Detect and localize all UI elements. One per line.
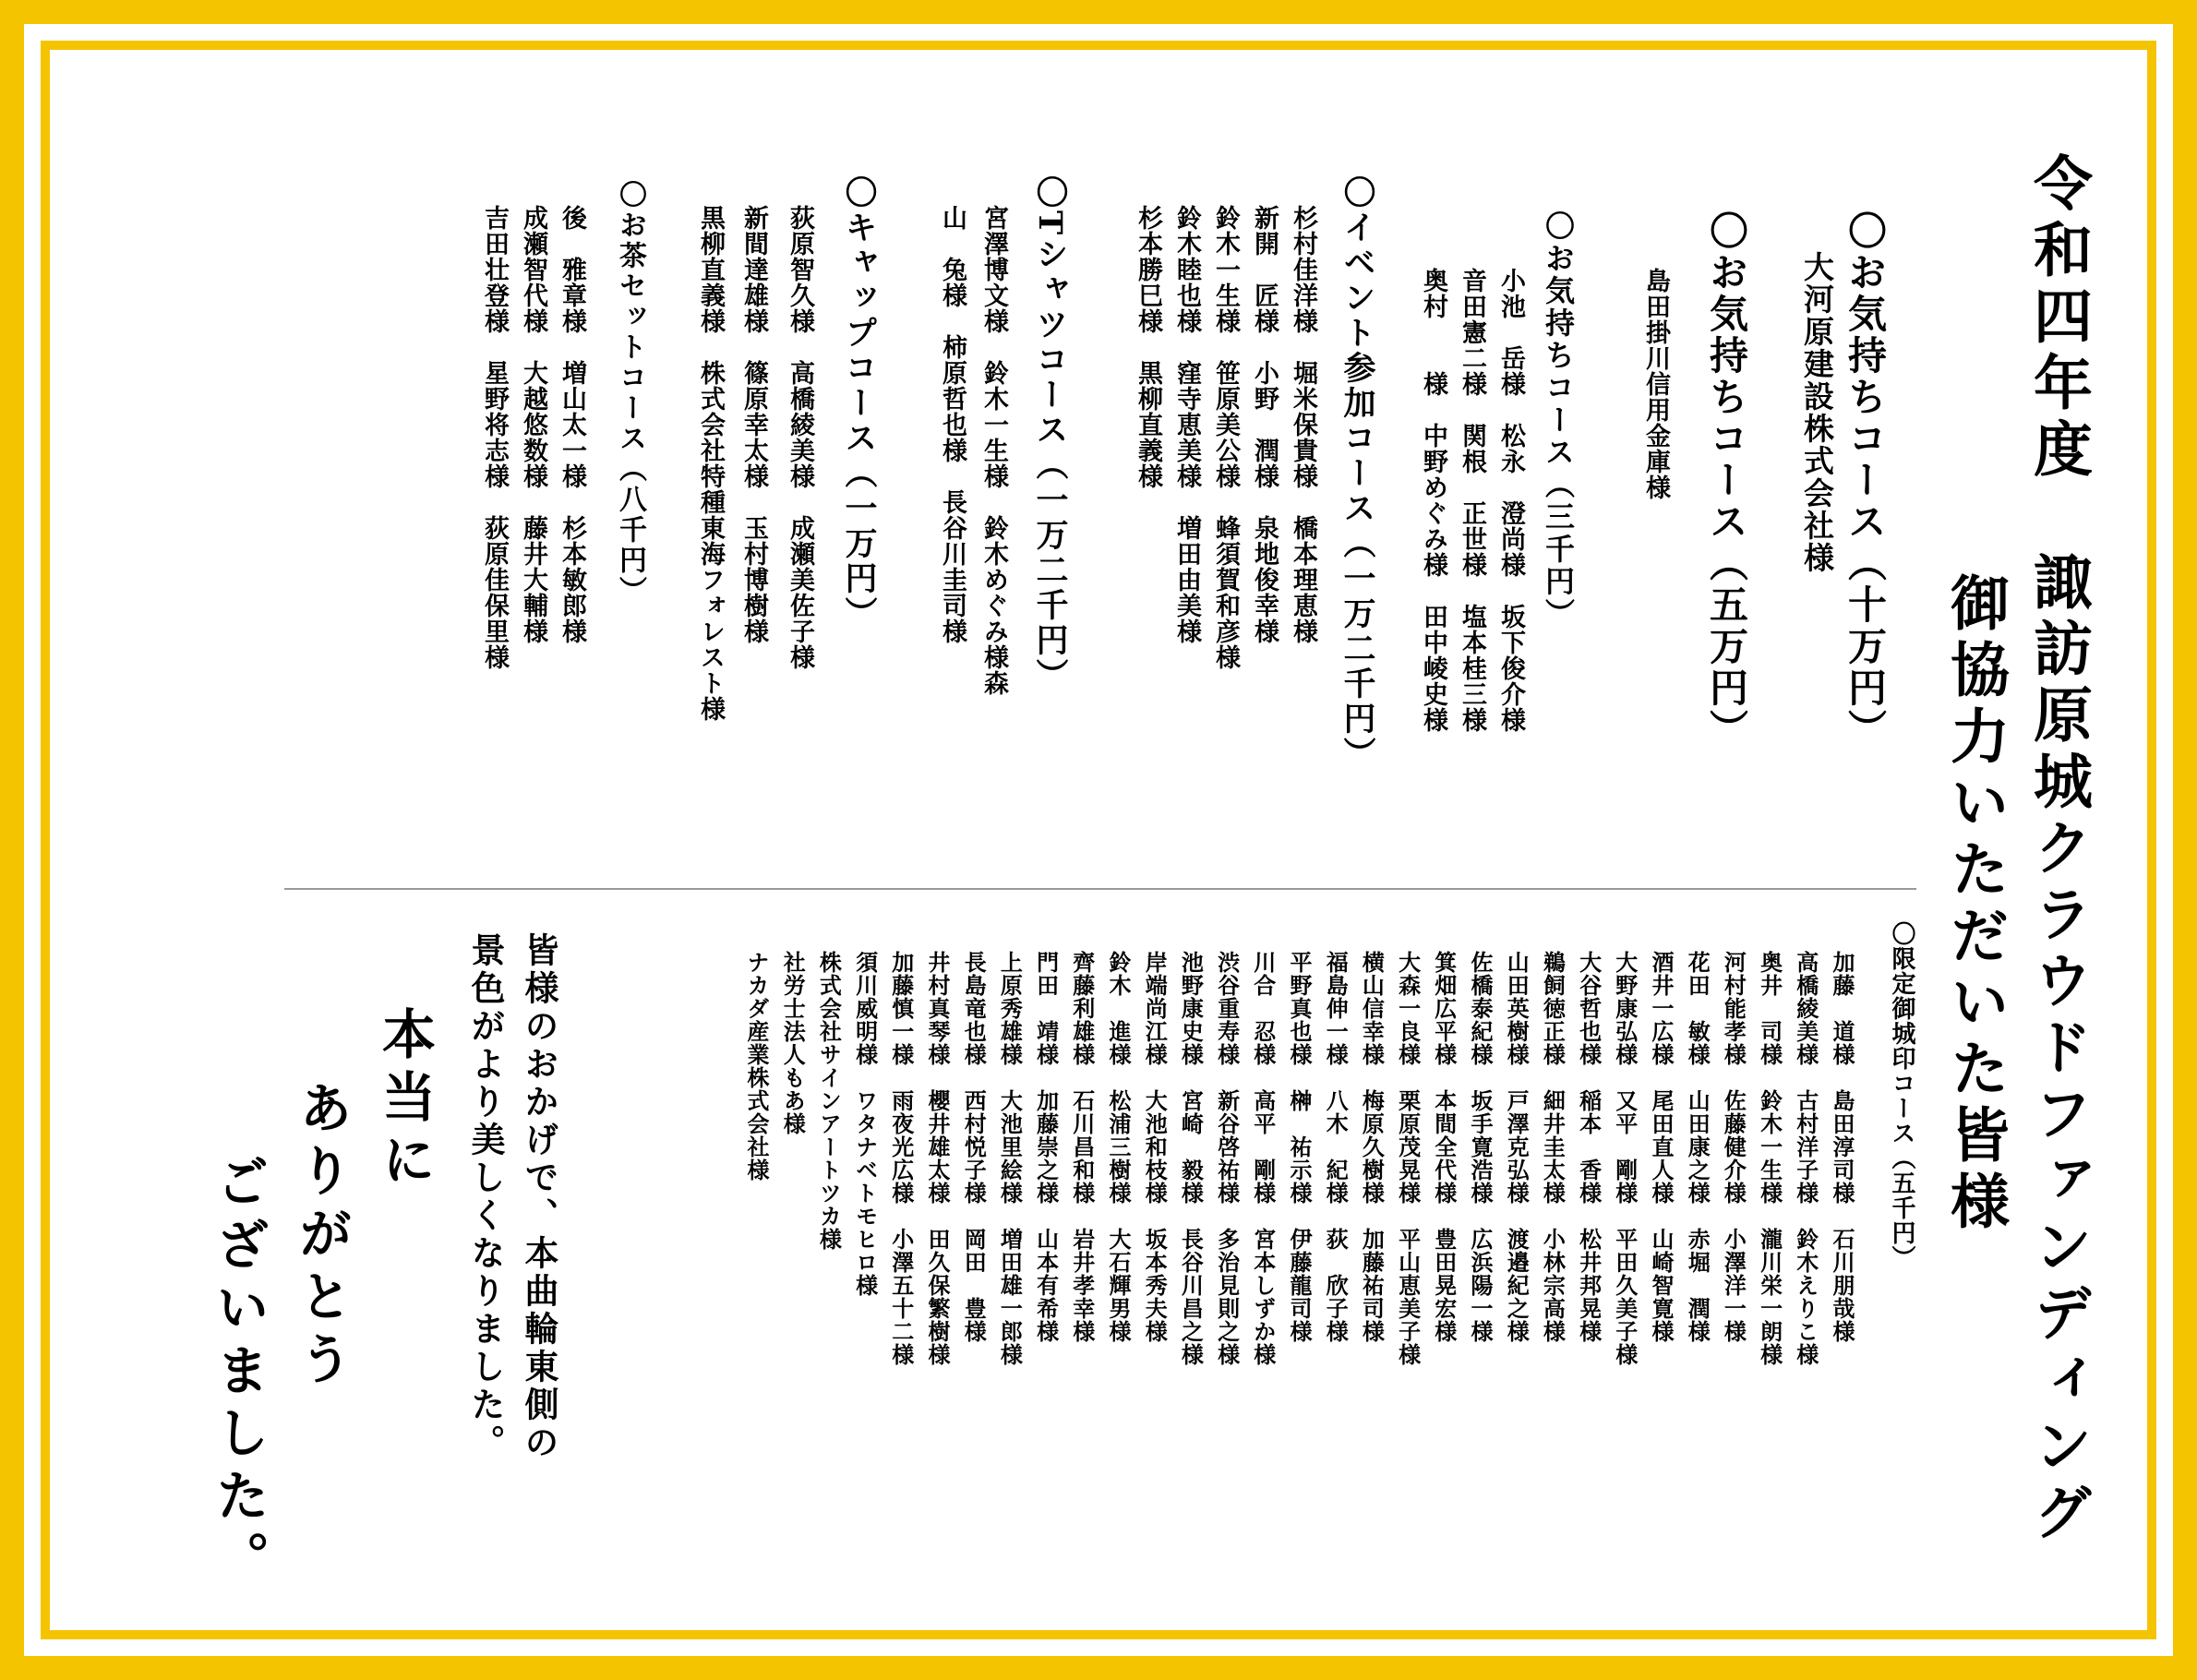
name-column: 齊藤利雄様 石川昌和様 岩井孝幸様 (1068, 951, 1096, 1343)
name-column: 加藤 道様 島田淳司様 石川朋哉様 (1829, 951, 1855, 1343)
name-column: 箕畑広平様 本間全代様 豊田晃宏様 (1430, 951, 1458, 1343)
name-column: 鈴木睦也様 窪寺恵美様 増田由美様 (1172, 205, 1201, 644)
name-column: 須川威明様 ワタナベトモヒロ様 (851, 951, 879, 1297)
name-column: 山田英樹様 戸澤克弘様 渡邉紀之様 (1503, 951, 1531, 1343)
name-column: ナカダ産業株式会社様 (743, 951, 770, 1182)
name-column: 大森一良様 栗原茂晃様 平山恵美子様 (1394, 951, 1422, 1366)
name-column: 高橋綾美様 古村洋子様 鈴木えりこ様 (1792, 951, 1819, 1366)
thanks-text: ございました。 (207, 1154, 270, 1593)
course-heading-cap: 〇キャップコース（一万円） (840, 175, 878, 631)
name-column: 成瀬智代様 大越悠数様 藤井大輔様 (519, 205, 547, 644)
thanks-text: ありがとう (290, 1080, 353, 1394)
course-heading-limited: 〇限定御城印コース（五千円） (1888, 921, 1915, 1270)
name-column: 川合 忍様 高平 剛様 宮本しずか様 (1249, 951, 1277, 1366)
name-column: 新開 匠様 小野 潤様 泉地俊幸様 (1250, 205, 1279, 644)
name-column: 杉村佳洋様 堀米保貴様 橋本理恵様 (1289, 205, 1317, 644)
message-text: 景色がより美しくなりました。 (465, 932, 506, 1462)
name-column: 佐橋泰紀様 坂手寛浩様 広浜陽一様 (1467, 951, 1494, 1343)
name-column: 池野康史様 宮崎 毅様 長谷川昌之様 (1177, 951, 1205, 1366)
course-heading-tshirt: 〇Tシャツコース（一万二千円） (1031, 175, 1069, 694)
name-column: 社労士法人もあ様 (779, 951, 807, 1135)
name-column: 長島竜也様 西村悦子様 岡田 豊様 (960, 951, 988, 1343)
name-column: 大谷哲也様 稲本 香様 松井邦晃様 (1575, 951, 1603, 1343)
name-column: 音田憲二様 関根 正世様 塩本桂三様 (1458, 268, 1486, 733)
name-column: 岸端尚江様 大池和枝様 坂本秀夫様 (1141, 951, 1169, 1343)
message-text: 皆様のおかげで、本曲輪東側の (519, 932, 559, 1462)
course-heading-event: 〇イベント参加コース（一万二千円） (1339, 175, 1376, 772)
name-column: 後 雅章様 増山太一様 杉本敏郎様 (558, 205, 586, 644)
name-column: 株式会社サインアートツカ様 (815, 951, 843, 1251)
name-column: 福島伸一様 八木 紀様 荻 欣子様 (1322, 951, 1350, 1343)
name-column: 新間達雄様 篠原幸太様 玉村博樹様 (739, 205, 768, 644)
name-column: 門田 靖様 加藤崇之様 山本有希様 (1032, 951, 1060, 1343)
name-column: 杉本勝巳様 黒柳直義様 (1134, 205, 1162, 489)
course-heading-100k: 〇お気持ちコース（十万円） (1843, 210, 1888, 750)
name-column: 大野康弘様 又平 剛様 平田久美子様 (1611, 951, 1639, 1366)
name-column: 河村能孝様 佐藤健介様 小澤洋一様 (1720, 951, 1747, 1343)
name-column: 山 兔様 柿原哲也様 長谷川圭司様 (938, 205, 966, 644)
name-column: 鈴木一生様 笹原美公様 蜂須賀和彦様 (1211, 205, 1240, 670)
page-title: 令和四年度 諏訪原城クラウドファンディング (2023, 152, 2093, 1548)
name-column: 奥村 様 中野めぐみ様 田中崚史様 (1419, 268, 1447, 733)
section-divider (284, 888, 1916, 890)
name-column: 鵜飼徳正様 細井圭太様 小林宗高様 (1539, 951, 1567, 1343)
name-column: 奥井 司様 鈴木一生様 瀧川栄一朗様 (1756, 951, 1783, 1366)
name-column: 井村真琴様 櫻井雄太様 田久保繁樹様 (924, 951, 951, 1366)
name-column: 横山信幸様 梅原久樹様 加藤祐司様 (1358, 951, 1386, 1343)
thanks-text: 本当に (373, 1006, 436, 1194)
sponsor-name: 大河原建設株式会社様 (1799, 251, 1835, 574)
course-heading-50k: 〇お気持ちコース（五万円） (1704, 210, 1749, 750)
name-column: 宮澤博文様 鈴木一生様 鈴木めぐみ様森 (979, 205, 1008, 696)
course-heading-3k: 〇お気持ちコース（三千円） (1541, 210, 1576, 630)
name-column: 花田 敏様 山田康之様 赤堀 潤様 (1684, 951, 1711, 1343)
name-column: 鈴木 進様 松浦三樹様 大石輝男様 (1105, 951, 1132, 1343)
name-column: 小池 岳様 松永 澄尚様 坂下俊介様 (1496, 268, 1525, 733)
name-column: 上原秀雄様 大池里絵様 増田雄一郎様 (996, 951, 1024, 1366)
name-column: 酒井一広様 尾田直人様 山崎智寛様 (1648, 951, 1675, 1343)
name-column: 黒柳直義様 株式会社特種東海フォレスト様 (696, 205, 725, 722)
name-column: 吉田壮登様 星野将志様 荻原佳保里様 (480, 205, 509, 670)
name-column: 渋谷重寿様 新谷啓祐様 多治見則之様 (1213, 951, 1241, 1366)
page-subtitle: 御協力いただいた皆様 (1940, 572, 2010, 1237)
name-column: 平野真也様 榊 祐示様 伊藤龍司様 (1286, 951, 1313, 1343)
course-heading-tea: 〇お茶セットコース（八千円） (614, 180, 646, 606)
name-column: 加藤慎一様 雨夜光広様 小澤五十二様 (887, 951, 915, 1366)
name-column: 荻原智久様 高橋綾美様 成瀬美佐子様 (786, 205, 814, 670)
sponsor-name: 島田掛川信用金庫様 (1641, 268, 1670, 500)
